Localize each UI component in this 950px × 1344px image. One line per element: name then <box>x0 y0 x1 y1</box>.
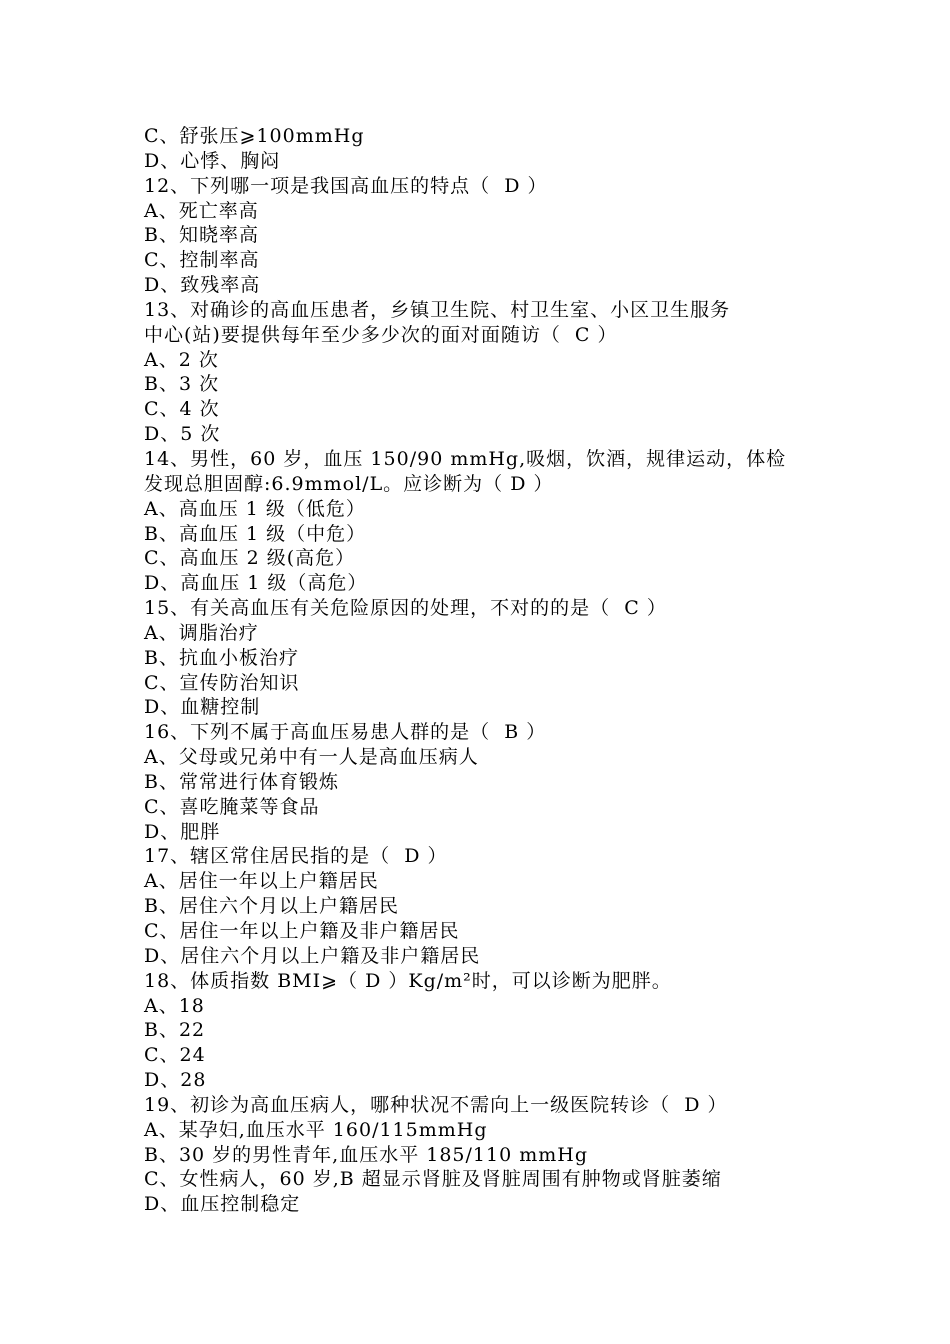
text-line: C、宣传防治知识 <box>144 671 300 694</box>
text-line: C、女性病人，60 岁,B 超显示肾脏及肾脏周围有肿物或肾脏萎缩 <box>144 1168 722 1191</box>
text-line: B、知晓率高 <box>144 224 259 247</box>
text-line: B、居住六个月以上户籍居民 <box>144 895 399 918</box>
text-line: C、4 次 <box>144 398 220 421</box>
text-line: A、父母或兄弟中有一人是高血压病人 <box>144 746 479 769</box>
text-line: D、心悸、胸闷 <box>144 149 281 172</box>
text-line: 发现总胆固醇:6.9mmol/L。应诊断为（ D ） <box>144 472 554 495</box>
text-line: D、居住六个月以上户籍及非户籍居民 <box>144 944 481 967</box>
text-line: 13、对确诊的高血压患者，乡镇卫生院、村卫生室、小区卫生服务 <box>144 298 731 321</box>
text-line: C、高血压 2 级(高危） <box>144 547 356 570</box>
text-line: B、高血压 1 级（中危） <box>144 522 367 545</box>
text-line: A、18 <box>144 994 205 1017</box>
text-line: A、调脂治疗 <box>144 621 259 644</box>
text-line: C、24 <box>144 1044 206 1067</box>
text-line: C、喜吃腌菜等食品 <box>144 795 320 818</box>
text-line: A、高血压 1 级（低危） <box>144 497 366 520</box>
text-line: 18、体质指数 BMI⩾（ D ）Kg/m²时，可以诊断为肥胖。 <box>144 969 672 992</box>
text-line: A、居住一年以上户籍居民 <box>144 870 379 893</box>
text-line: 16、下列不属于高血压易患人群的是（ B ） <box>144 721 547 744</box>
document-page <box>144 124 844 1217</box>
text-line: A、2 次 <box>144 348 219 371</box>
text-line: B、抗血小板治疗 <box>144 646 299 669</box>
text-line: A、某孕妇,血压水平 160/115mmHg <box>144 1118 488 1141</box>
text-line: A、死亡率高 <box>144 199 259 222</box>
text-line: 19、初诊为高血压病人，哪种状况不需向上一级医院转诊（ D ） <box>144 1093 728 1116</box>
text-line: B、30 岁的男性青年,血压水平 185/110 mmHg <box>144 1143 588 1166</box>
text-line: 17、辖区常住居民指的是（ D ） <box>144 845 448 868</box>
text-line: 15、有关高血压有关危险原因的处理，不对的的是（ C ） <box>144 597 667 620</box>
text-line: D、高血压 1 级（高危） <box>144 572 368 595</box>
text-line: D、血糖控制 <box>144 696 261 719</box>
text-line: D、28 <box>144 1069 207 1092</box>
text-line: 中心(站)要提供每年至少多少次的面对面随访（ C ） <box>144 323 618 346</box>
text-line: 14、男性，60 岁，血压 150/90 mmHg,吸烟，饮酒，规律运动，体检 <box>144 447 787 470</box>
text-line: D、致残率高 <box>144 274 261 297</box>
text-line: B、常常进行体育锻炼 <box>144 770 339 793</box>
text-line: D、5 次 <box>144 423 221 446</box>
text-line: C、控制率高 <box>144 249 260 272</box>
text-line: B、3 次 <box>144 373 220 396</box>
text-line: D、血压控制稳定 <box>144 1193 301 1216</box>
text-line: B、22 <box>144 1019 206 1042</box>
text-line: D、肥胖 <box>144 820 221 843</box>
text-line: 12、下列哪一项是我国高血压的特点（ D ） <box>144 174 548 197</box>
text-line: C、舒张压⩾100mmHg <box>144 125 365 147</box>
text-line: C、居住一年以上户籍及非户籍居民 <box>144 920 460 942</box>
